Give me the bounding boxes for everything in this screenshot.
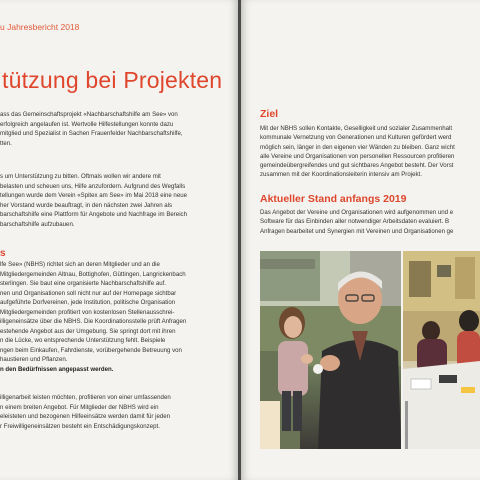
text-line: Anfragen bearbeitet und Synergien mit Vereinen und Organisationen ge [260,227,454,235]
text-line: tten. [0,139,12,147]
text-line: barschaftshilfe eine Plattform für Angebote und Nachfrage im Bereich [0,211,187,219]
text-line: her Vorstand wurde beauftragt, in den nächsten zwei Jahren als [0,201,173,209]
text-line: sterlingen. Sie baut eine organisierte Nachbarschaftshilfe auf. [0,280,166,288]
text-line: ngen beim Einkaufen, Fahrdienste, vorübergehende Betreuung von [0,346,182,354]
text-line: estehende Angebot aus der Umgebung. Sie springt dort mit ihren [0,327,176,335]
text-line: möglich sein, länger in den eigenen vier Wänden zu bleiben. Ganz wicht [260,143,455,151]
text-line: haustieren und Pflanzen. [0,356,68,364]
text-line: Software für das Einbinden aller notwendiger Arbeitsdaten evaluiert. B [260,218,450,226]
text-line: r Freiwilligeneinsätzen besteht ein Entschädigungskonzept. [0,422,160,430]
text-line: Mit der NBHS sollen Kontakte, Geselligkeit und sozialer Zusammenhalt [260,125,453,132]
second-paragraph [0,172,187,229]
intro-paragraph [0,110,183,148]
text-line: illigenarbeit leisten möchten, profitieren von einer umfassenden [0,394,171,401]
text-line: aufgeführte Dorfvereinen, jede Institution, politische Organisation [0,299,176,307]
photo-man-and-girl [260,251,401,449]
photo-group-at-table-illustration [403,251,480,449]
page-title: tützung bei Projekten [2,67,223,93]
photo-man-and-girl-illustration [260,251,401,449]
right-page [241,0,480,480]
text-line: lfe See» (NBHS) richtet sich an deren Mitglieder und an die [0,261,160,268]
text-line: alle Vereine und Organisationen von personellen Ressourcen profitieren [260,152,455,160]
text-line: n die Lücke, wo entsprechende Unterstützung fehlt. Beispiele [0,337,166,345]
text-line: illigeneinsätze über die NBHS. Die Koordinationsstelle prüft Anfragen [0,318,187,326]
page-header: u Jahresbericht 2018 [0,22,80,32]
text-line: s um Unterstützung zu bitten. Oftmals wollen wir andere mit [0,173,161,180]
text-line: eleisteten und bezogenen Hilfeeinsätze werden damit für jeden [0,413,171,421]
heading-ziel: Ziel [260,108,279,120]
ziel-paragraph [260,124,455,180]
photo-group-at-table [403,251,480,449]
text-line: ass das Gemeinschaftsprojekt «Nachbarschaftshilfe am See» von [0,111,178,118]
text-line: nen und Organisationen soll nicht nur auf der Homepage sichtbar [0,289,177,297]
text-line: n einem breiten Angebot. Für Mitglieder der NBHS wird ein [0,403,159,411]
text-line: mitglied und Spezialist in Sachen Frauenfelder Nachbarschaftshilfe, [0,130,183,138]
text-line: kommunale Vernetzung von Generationen und Kulturen gefördert werd [260,134,452,142]
section-subheading: s [0,248,6,259]
stand-paragraph [260,208,453,236]
bold-line: n den Bedürfnissen angepasst werden. [0,366,114,374]
text-line: Mitgliedergemeinden profitiert von kostenlosen Stellenausschrei- [0,308,175,316]
text-line: erfolgreich angelaufen ist. Wertvolle Hilfestellungen konnte dazu [0,120,174,128]
fourth-paragraph [0,393,171,431]
text-line: gemeindeübergreifendes und gut sichtbares Angebot besteht. Der Vorst [260,162,454,170]
text-line: zusammen mit der Koordinationsleiterin intensiv am Projekt. [260,171,422,179]
text-line: tellungen wurde dem Verein «Spitex am See» im Mai 2018 eine neue [0,192,187,200]
text-line: belasten und scheuen uns, Hilfe anzufordern. Aufgrund des Wegfalls [0,182,186,190]
third-paragraph [0,260,186,375]
text-line: barschaftshilfe aufzubauen. [0,220,75,228]
text-line: Das Angebot der Vereine und Organisationen wird aufgenommen und e [260,209,454,216]
left-page [0,0,238,480]
text-line: Mitgliedergemeinden Altnau, Bottighofen, Güttingen, Langrickenbach [0,270,186,278]
heading-aktueller-stand: Aktueller Stand anfangs 2019 [260,193,407,205]
